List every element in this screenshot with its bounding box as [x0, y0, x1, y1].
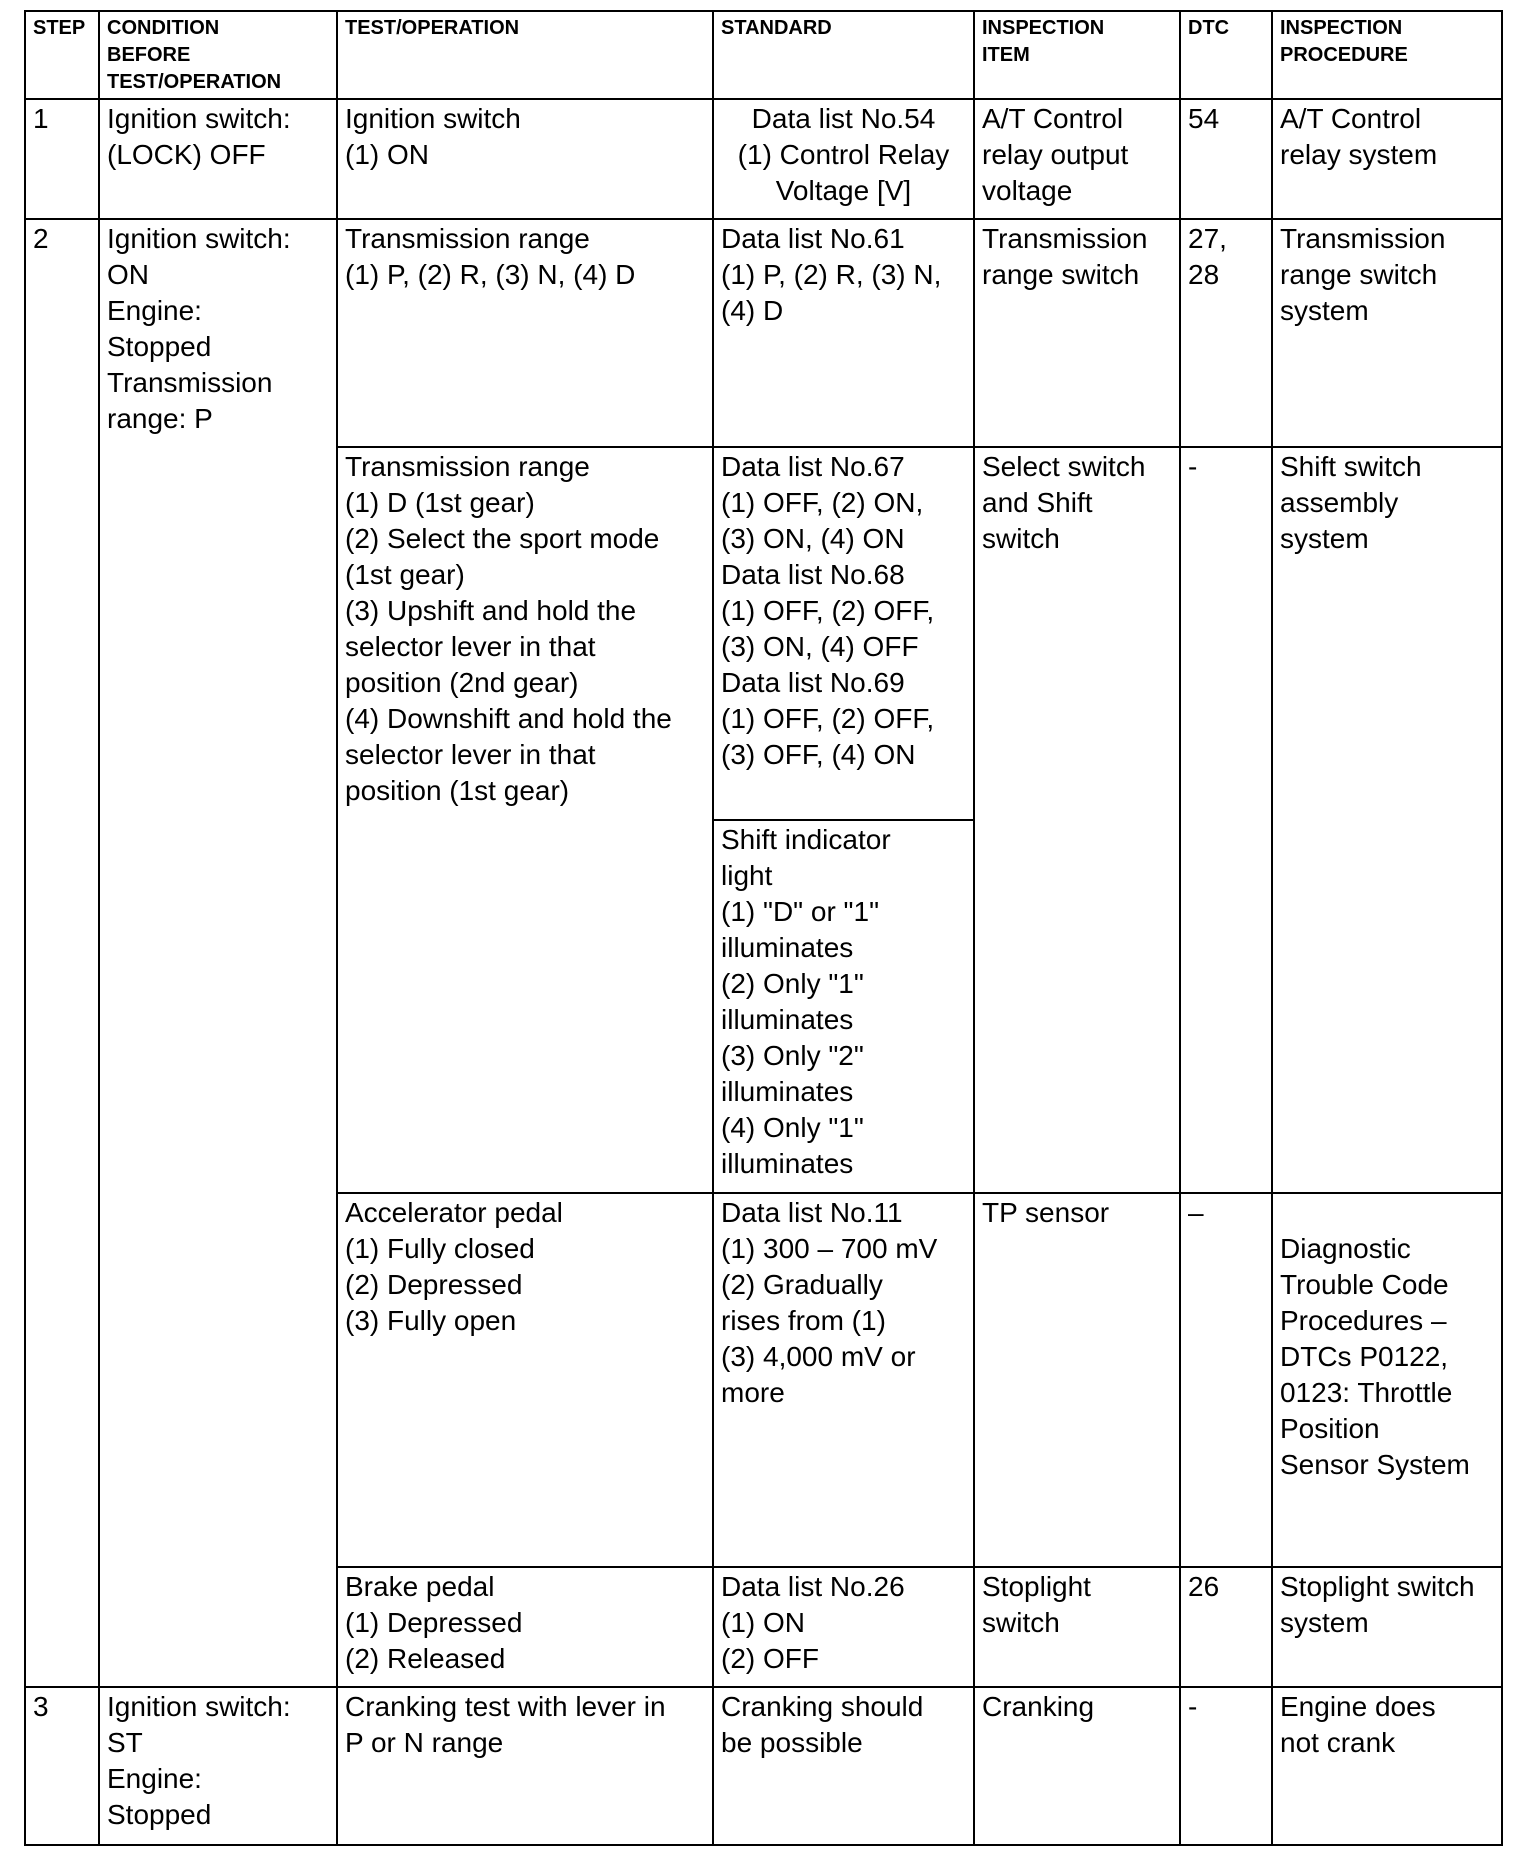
- header-condition: CONDITION BEFORE TEST/OPERATION: [99, 11, 337, 99]
- inspection-item-cell: A/T Control relay output voltage: [974, 99, 1180, 219]
- inspection-item-cell: TP sensor: [974, 1193, 1180, 1567]
- procedure-cell: Shift switch assembly system: [1272, 447, 1502, 1193]
- procedure-cell: Engine does not crank: [1272, 1687, 1502, 1845]
- header-inspection-item: INSPECTION ITEM: [974, 11, 1180, 99]
- standard-cell: Data list No.26 (1) ON (2) OFF: [713, 1567, 974, 1687]
- table-row-step-2-range: [25, 219, 1502, 447]
- procedure-cell: Transmission range switch system: [1272, 219, 1502, 447]
- header-row: [25, 11, 1502, 99]
- header-standard: STANDARD: [713, 11, 974, 99]
- dtc-cell: 27, 28: [1180, 219, 1272, 447]
- dtc-cell: -: [1180, 447, 1272, 1193]
- standard-cell: Data list No.54 (1) Control Relay Voltage [V]: [713, 99, 974, 219]
- header-test-operation: TEST/OPERATION: [337, 11, 713, 99]
- standard-cell: Cranking should be possible: [713, 1687, 974, 1845]
- table-row-step-1: [25, 99, 1502, 219]
- dtc-cell: 54: [1180, 99, 1272, 219]
- condition-cell: Ignition switch: ON Engine: Stopped Transmission range: P: [99, 219, 337, 1687]
- step-number: 2: [25, 219, 99, 1687]
- dtc-cell: -: [1180, 1687, 1272, 1845]
- test-cell: Cranking test with lever in P or N range: [337, 1687, 713, 1845]
- inspection-item-cell: Cranking: [974, 1687, 1180, 1845]
- table-row-step-3: [25, 1687, 1502, 1845]
- inspection-item-cell: Transmission range switch: [974, 219, 1180, 447]
- test-cell: Ignition switch (1) ON: [337, 99, 713, 219]
- dtc-cell: 26: [1180, 1567, 1272, 1687]
- inspection-item-cell: Select switch and Shift switch: [974, 447, 1180, 1193]
- test-cell: Brake pedal (1) Depressed (2) Released: [337, 1567, 713, 1687]
- procedure-cell: Diagnostic Trouble Code Procedures – DTCs P0122, 0123: Throttle Position Sensor System: [1272, 1193, 1502, 1567]
- condition-cell: Ignition switch: (LOCK) OFF: [99, 99, 337, 219]
- test-cell: Transmission range (1) P, (2) R, (3) N, (4) D: [337, 219, 713, 447]
- standard-cell-indicator: Shift indicator light (1) "D" or "1" illuminates (2) Only "1" illuminates (3) Only "2" illuminates (4) Only "1" illuminates: [713, 820, 974, 1193]
- procedure-cell: A/T Control relay system: [1272, 99, 1502, 219]
- condition-cell: Ignition switch: ST Engine: Stopped: [99, 1687, 337, 1845]
- step-number: 1: [25, 99, 99, 219]
- inspection-item-cell: Stoplight switch: [974, 1567, 1180, 1687]
- header-dtc: DTC: [1180, 11, 1272, 99]
- dtc-cell: –: [1180, 1193, 1272, 1567]
- standard-cell: Data list No.67 (1) OFF, (2) ON, (3) ON, (4) ON Data list No.68 (1) OFF, (2) OFF, (3) ON, (4) OFF Data list No.69 (1) OFF, (2) OFF, (3) OFF, (4) ON: [713, 447, 974, 820]
- test-cell: Transmission range (1) D (1st gear) (2) Select the sport mode (1st gear) (3) Upshift and hold the selector lever in that position (2nd gear) (4) Downshift and hold the selector lever in that position (1st gear): [337, 447, 713, 1193]
- standard-cell: Data list No.11 (1) 300 – 700 mV (2) Gradually rises from (1) (3) 4,000 mV or more: [713, 1193, 974, 1567]
- procedure-cell: Stoplight switch system: [1272, 1567, 1502, 1687]
- header-step: STEP: [25, 11, 99, 99]
- test-cell: Accelerator pedal (1) Fully closed (2) Depressed (3) Fully open: [337, 1193, 713, 1567]
- step-number: 3: [25, 1687, 99, 1845]
- standard-cell: Data list No.61 (1) P, (2) R, (3) N, (4) D: [713, 219, 974, 447]
- header-inspection-procedure: INSPECTION PROCEDURE: [1272, 11, 1502, 99]
- inspection-table: [24, 10, 1503, 1846]
